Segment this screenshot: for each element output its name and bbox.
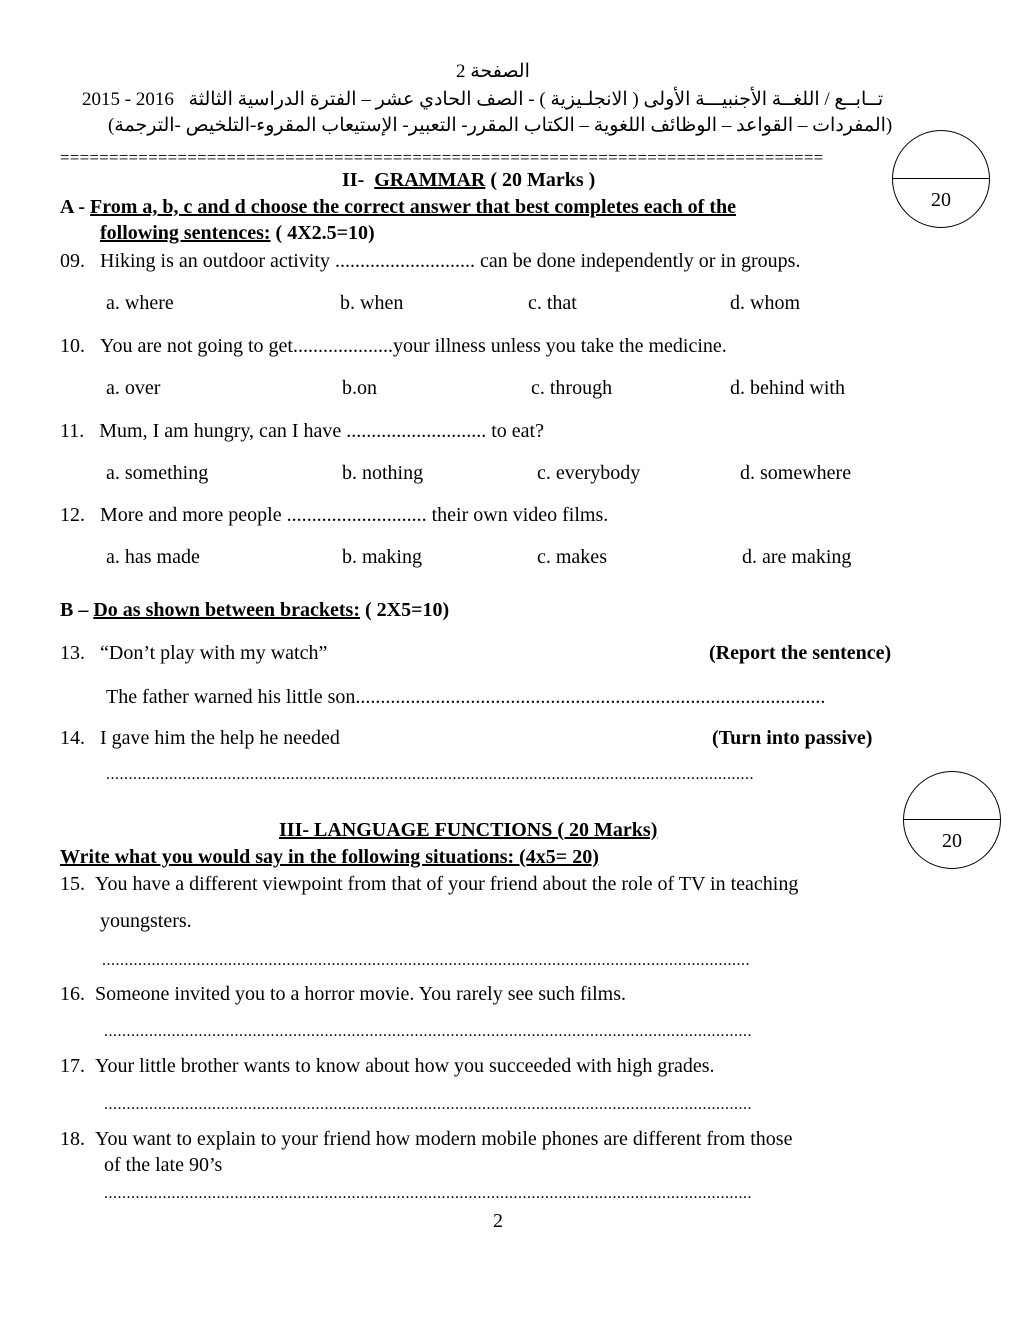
question-13-instruction: (Report the sentence): [709, 642, 892, 664]
option-12-c: c. makes: [537, 546, 607, 568]
question-15: 15. You have a different viewpoint from that of your friend about the role of TV in teaching: [60, 873, 799, 895]
language-score-box: [903, 771, 1001, 869]
language-functions-heading: III- LANGUAGE FUNCTIONS ( 20 Marks): [279, 819, 658, 841]
part-a-instruction-cont: following sentences: ( 4X2.5=10): [100, 222, 375, 244]
part-b-instruction: B – Do as shown between brackets: ( 2X5=10): [60, 599, 450, 621]
answer-line-15: ................................................................................................................................................: [102, 952, 750, 969]
option-09-b: b. when: [340, 292, 404, 314]
option-09-c: c. that: [528, 292, 577, 314]
question-12: 12. More and more people ............................ their own video films.: [60, 504, 609, 526]
question-14-instruction: (Turn into passive): [712, 727, 873, 749]
answer-line-17: ................................................................................................................................................: [104, 1096, 752, 1113]
language-functions-instruction: Write what you would say in the following situations: (4x5= 20): [60, 846, 599, 868]
answer-line-18: ................................................................................................................................................: [104, 1185, 752, 1202]
option-11-a: a. something: [106, 462, 209, 484]
question-16: 16. Someone invited you to a horror movie. You rarely see such films.: [60, 983, 627, 1005]
option-10-a: a. over: [106, 377, 161, 399]
question-11: 11. Mum, I am hungry, can I have ............................ to eat?: [60, 420, 544, 442]
header-title: تــابــع / اللغــة الأجنبيـــة الأولى ( الانجلـيزية ) - الصف الحادي عشر – الفترة الدراسية الثالثة: [188, 89, 884, 110]
question-14: 14. I gave him the help he needed: [60, 727, 340, 749]
question-17: 17. Your little brother wants to know about how you succeeded with high grades.: [60, 1055, 715, 1077]
question-18-cont: of the late 90’s: [104, 1154, 223, 1176]
answer-line-14: ................................................................................................................................................: [106, 766, 754, 783]
option-10-c: c. through: [531, 377, 613, 399]
grammar-score: 20: [931, 189, 951, 211]
separator-rule: ==============================================================================: [60, 148, 824, 167]
question-13: 13. “Don’t play with my watch”: [60, 642, 328, 664]
option-09-d: d. whom: [730, 292, 800, 314]
option-10-d: d. behind with: [730, 377, 845, 399]
question-15-cont: youngsters.: [100, 910, 192, 932]
option-11-b: b. nothing: [342, 462, 424, 484]
option-11-d: d. somewhere: [740, 462, 852, 484]
header-year: 2015 - 2016: [82, 89, 174, 110]
option-12-a: a. has made: [106, 546, 200, 568]
answer-line-13: The father warned his little son..............................................................................................: [106, 686, 826, 708]
question-18: 18. You want to explain to your friend how modern mobile phones are different from those: [60, 1128, 793, 1150]
header-line-2: (المفردات – القواعد – الوظائف اللغوية – الكتاب المقرر- التعبير- الإستيعاب المقروء-التلخيص -الترجمة): [108, 115, 893, 136]
header-line-1: [82, 88, 883, 111]
answer-line-16: ................................................................................................................................................: [104, 1023, 752, 1040]
option-12-b: b. making: [342, 546, 422, 568]
page-label: الصفحة 2: [456, 61, 530, 82]
question-09: 09. Hiking is an outdoor activity ............................ can be done independently or in groups.: [60, 250, 801, 272]
part-a-instruction: A - From a, b, c and d choose the correct answer that best completes each of the: [60, 196, 737, 218]
option-12-d: d. are making: [742, 546, 852, 568]
grammar-heading: II- GRAMMAR ( 20 Marks ): [342, 169, 596, 191]
option-11-c: c. everybody: [537, 462, 641, 484]
language-score: 20: [942, 830, 962, 852]
grammar-score-box: [892, 130, 990, 228]
option-09-a: a. where: [106, 292, 174, 314]
option-10-b: b.on: [342, 377, 377, 399]
question-10: 10. You are not going to get....................your illness unless you take the medicine.: [60, 335, 727, 357]
page-number: 2: [493, 1210, 503, 1232]
